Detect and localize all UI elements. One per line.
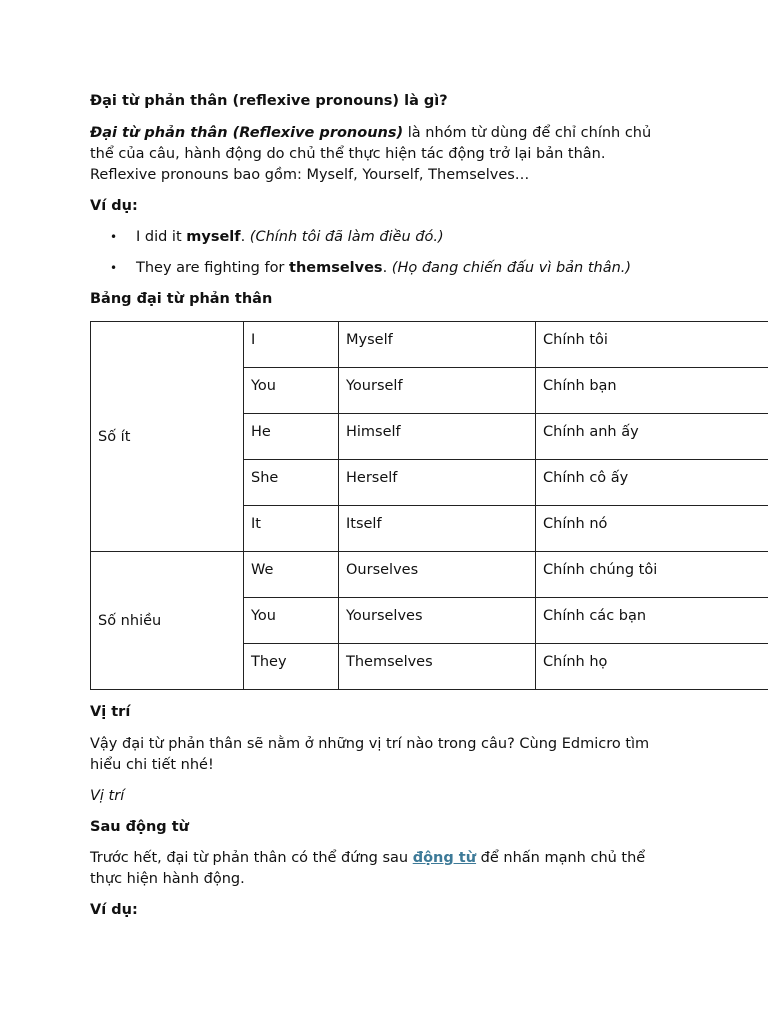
reflexive-cell: Yourself	[339, 368, 536, 414]
reflexive-cell: Yourselves	[339, 598, 536, 644]
subject-cell: They	[244, 644, 339, 690]
reflexive-cell: Itself	[339, 506, 536, 552]
meaning-cell: Chính anh ấy	[536, 414, 768, 460]
list-item	[110, 258, 730, 279]
subject-cell: He	[244, 414, 339, 460]
intro-paragraph	[90, 123, 690, 186]
intro-line3: Reflexive pronouns bao gồm: Myself, Yourself, Themselves…	[90, 167, 530, 183]
example-punct: .	[382, 260, 392, 276]
example-text: I did it	[136, 229, 187, 245]
reflexive-cell: Themselves	[339, 644, 536, 690]
example-pronoun: themselves	[289, 260, 383, 276]
after-verb-line1-end: để nhấn mạnh chủ thể	[476, 850, 646, 866]
example-translation: (Họ đang chiến đấu vì bản thân.)	[391, 260, 632, 276]
reflexive-cell: Herself	[339, 460, 536, 506]
example-pronoun: myself	[186, 229, 241, 245]
bullet-icon: •	[110, 261, 118, 275]
reflexive-pronoun-table	[90, 321, 768, 690]
position-caption: Vị trí	[90, 788, 125, 804]
group-label-plural: Số nhiều	[91, 552, 244, 690]
example-text: They are fighting for	[136, 260, 290, 276]
meaning-cell: Chính cô ấy	[536, 460, 768, 506]
verb-link[interactable]: động từ	[412, 850, 477, 866]
heading-what-is: Đại từ phản thân (reflexive pronouns) là gì?	[90, 93, 448, 109]
subject-cell: You	[244, 368, 339, 414]
after-verb-line1-start: Trước hết, đại từ phản thân có thể đứng sau	[90, 850, 413, 866]
position-heading: Vị trí	[90, 704, 131, 720]
intro-line2: thể của câu, hành động do chủ thể thực hiện tác động trở lại bản thân.	[90, 146, 606, 162]
table-row	[91, 322, 768, 368]
subject-cell: She	[244, 460, 339, 506]
after-verb-heading: Sau động từ	[90, 819, 189, 835]
reflexive-cell: Ourselves	[339, 552, 536, 598]
meaning-cell: Chính họ	[536, 644, 768, 690]
reflexive-cell: Himself	[339, 414, 536, 460]
meaning-cell: Chính các bạn	[536, 598, 768, 644]
meaning-cell: Chính bạn	[536, 368, 768, 414]
subject-cell: It	[244, 506, 339, 552]
bullet-icon: •	[110, 230, 118, 244]
table-heading: Bảng đại từ phản thân	[90, 291, 273, 307]
example-punct: .	[240, 229, 250, 245]
list-item	[110, 227, 730, 248]
subject-cell: You	[244, 598, 339, 644]
example-translation: (Chính tôi đã làm điều đó.)	[249, 229, 444, 245]
position-line2: hiểu chi tiết nhé!	[90, 757, 214, 773]
after-verb-paragraph	[90, 848, 690, 890]
intro-term: Đại từ phản thân (Reflexive pronouns)	[90, 125, 404, 141]
example-label: Ví dụ:	[90, 198, 138, 214]
meaning-cell: Chính nó	[536, 506, 768, 552]
group-label-singular: Số ít	[91, 322, 244, 552]
subject-cell: We	[244, 552, 339, 598]
reflexive-cell: Myself	[339, 322, 536, 368]
table-row	[91, 552, 768, 598]
intro-line1: là nhóm từ dùng để chỉ chính chủ	[403, 125, 652, 141]
position-line1: Vậy đại từ phản thân sẽ nằm ở những vị trí nào trong câu? Cùng Edmicro tìm	[90, 736, 650, 752]
meaning-cell: Chính tôi	[536, 322, 768, 368]
meaning-cell: Chính chúng tôi	[536, 552, 768, 598]
example-label-2: Ví dụ:	[90, 902, 138, 918]
position-paragraph	[90, 734, 690, 776]
subject-cell: I	[244, 322, 339, 368]
after-verb-line2: thực hiện hành động.	[90, 871, 245, 887]
